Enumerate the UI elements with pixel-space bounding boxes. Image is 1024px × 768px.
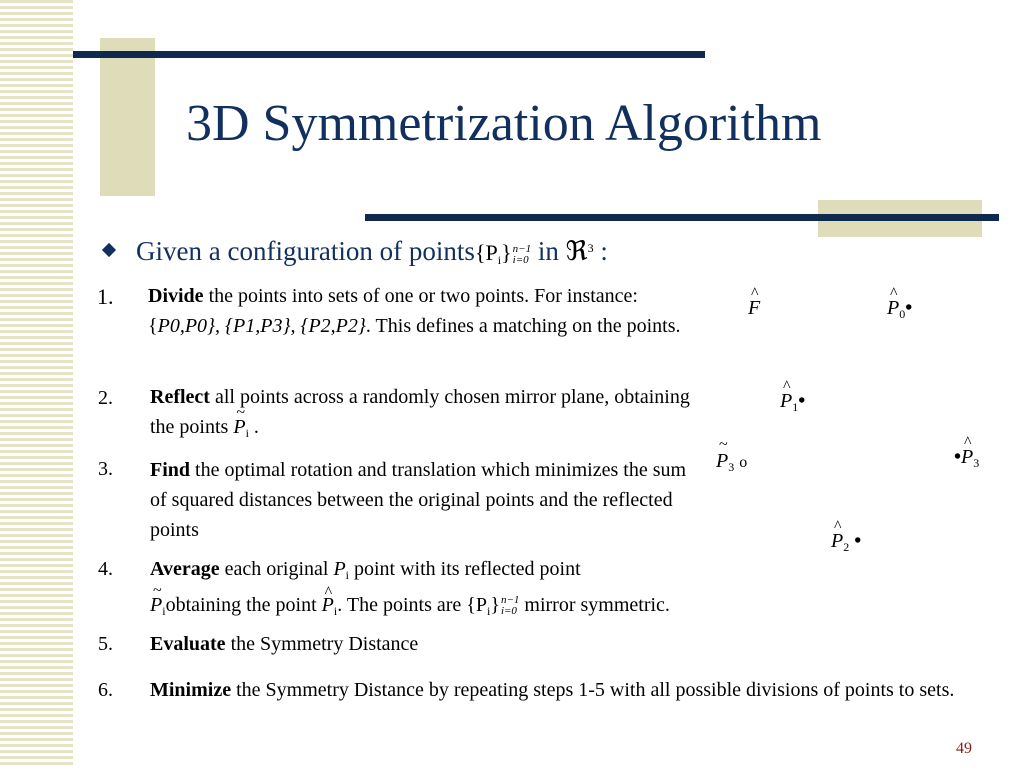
slide-title: 3D Symmetrization Algorithm [186,95,822,152]
intro-colon: : [593,236,608,266]
step-3: Find the optimal rotation and translation which minimizes the sum of squared distances between the original points and the reflected points [150,459,687,541]
intro-text: Given a configuration of points [136,236,475,266]
decorative-stripes [0,0,73,768]
step-6-keyword: Minimize [150,679,232,701]
figure-point-p3-tilde: ~ $P_3$ o [716,450,747,475]
p-tilde-i: ~ P [233,412,245,442]
step-2: Reflect all points across a randomly chosen mirror plane, obtaining the points ~ $P_i$ . [150,382,710,448]
title-rule-bottom [365,214,999,221]
diamond-bullet-icon [102,243,116,257]
step-4-keyword: Average [150,558,220,580]
figure-point-p3: •^ $P_3$ [954,446,979,471]
figure-point-p1: ^ $P_1•$ [780,390,805,415]
step-2-keyword: Reflect [150,386,210,408]
figure-point-p0: ^ $P_0•$ [887,297,912,322]
step-number-2: 2. [98,387,113,409]
real-space-symbol: ℜ$^3$ [565,236,594,266]
step-5-keyword: Evaluate [150,633,226,655]
step-number-3: 3. [98,458,113,480]
step-number-4: 4. [98,558,113,580]
step-number-1: 1. [97,284,114,309]
step-6: Minimize the Symmetry Distance by repeating steps 1-5 with all possible divisions of points to sets. [150,679,955,701]
page-number: 49 [956,740,972,757]
intro-in: in [531,236,566,266]
accent-box-top [100,38,155,196]
step-number-6: 6. [98,679,113,701]
step-5: Evaluate the Symmetry Distance [150,633,419,655]
title-rule-top [73,51,705,58]
step-1: Divide the points into sets of one or two points. For instance: {P0,P0}, {P1,P3}, {P2,P2}. This defines a matching on the points. [148,285,681,337]
step-1-pairs: P0,P0}, {P1,P3}, {P2,P2} [157,315,366,337]
step-1-keyword: Divide [148,285,204,307]
set-notation: $\{P_i\}$ n−1 i=0 [474,240,532,267]
step-4-line-2: ~ $P_iobtaining$ the point ^ $P_i$. The points are $\{P_i\}$ n−1 i=0 mirror symmetric. [150,590,670,626]
figure-point-p2: ^ $P_2$ • [831,530,861,555]
open-point-marker: o [739,454,748,471]
figure-label-f: ^ F [748,297,760,320]
step-number-5: 5. [98,633,113,655]
step-4-line-1: Average each original $P_i$ point with its reflected point [150,558,581,582]
step-3-keyword: Find [150,459,191,481]
intro-bullet [104,236,608,268]
